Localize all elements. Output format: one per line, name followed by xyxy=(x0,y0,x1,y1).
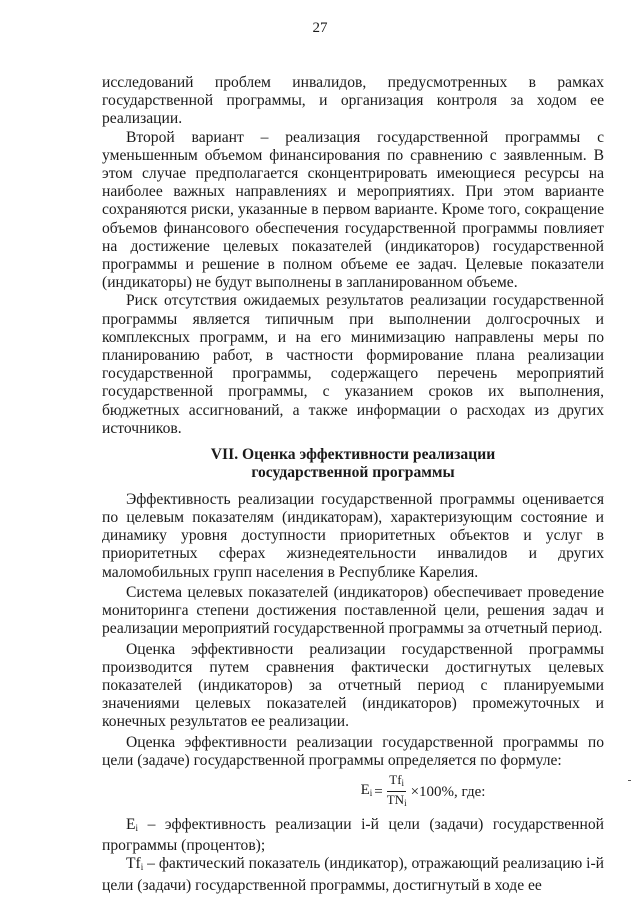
margin-mark xyxy=(628,780,631,781)
definition-item: $Tf_i$ – фактический показатель (индикатор), отражающий реализацию i-й цели (задачи) государственной программы, достигнутый в ходе ее xyxy=(102,855,604,894)
section-heading-line: VII. Оценка эффективности реализации xyxy=(210,446,496,464)
paragraph: Риск отсутствия ожидаемых результатов реализации государственной программы является типичным при выполнении долгосрочных и комплексных программ, и на его минимизацию направлены меры по планированию работ, в частности формирование плана реализации государственной программы, содержащего перечень мероприятий государственной программы, с указанием сроков их выполнения, бюджетных ассигнований, а также информации о расходах из других источников. xyxy=(102,292,604,437)
paragraph: Второй вариант – реализация государственной программы с уменьшенным объемом финансирования по сравнению с заявленным. В этом случае предполагается сконцентрировать имеющиеся ресурсы на наиболее важных направлениях и мероприятиях. При этом варианте сохраняются риски, указанные в первом варианте. Кроме того, сокращение объемов финансового обеспечения государственной программы повлияет на достижение целевых показателей (индикаторов) государственной программы и решение в полном объеме ее задач. Целевые показатели (индикаторы) не будут выполнены в запланированном объеме. xyxy=(102,128,604,292)
formula-fraction xyxy=(385,772,409,811)
page-number: 27 xyxy=(312,20,328,36)
paragraph: Оценка эффективности реализации государственной программы по цели (задаче) государственной программы определяется по формуле: xyxy=(102,733,604,769)
formula-lhs: $E_i$ xyxy=(360,782,373,799)
efficiency-formula xyxy=(242,774,604,810)
body-text xyxy=(102,74,604,895)
formula-tail: ×100%, где: xyxy=(410,783,486,800)
section-heading xyxy=(102,446,604,483)
formula-numerator: $Tf_i$ xyxy=(387,772,406,792)
formula-equals: = xyxy=(374,783,383,800)
paragraph: исследований проблем инвалидов, предусмотренных в рамках государственной программы, и организация контроля за ходом ее реализации. xyxy=(102,74,604,128)
formula-denominator: $TN_i$ xyxy=(386,792,407,809)
paragraph: Эффективность реализации государственной программы оценивается по целевым показателям (индикаторам), характеризующим состояние и динамику уровня доступности приоритетных объектов и услуг в приоритетных сферах жизнедеятельности инвалидов и других маломобильных групп населения в Республике Карелия. xyxy=(102,490,604,581)
definition-item: $E_i$ – эффективность реализации i-й цели (задачи) государственной программы (процентов); xyxy=(102,815,604,855)
paragraph: Система целевых показателей (индикаторов) обеспечивает проведение мониторинга степени достижения поставленной цели, решения задач и реализации мероприятий государственной программы за отчетный период. xyxy=(102,583,604,638)
paragraph: Оценка эффективности реализации государственной программы производится путем сравнения фактически достигнутых целевых показателей (индикаторов) за отчетный период с планируемыми значениями целевых показателей (индикаторов) промежуточных и конечных результатов ее реализации. xyxy=(102,640,604,731)
section-heading-line: государственной программы xyxy=(251,464,455,482)
